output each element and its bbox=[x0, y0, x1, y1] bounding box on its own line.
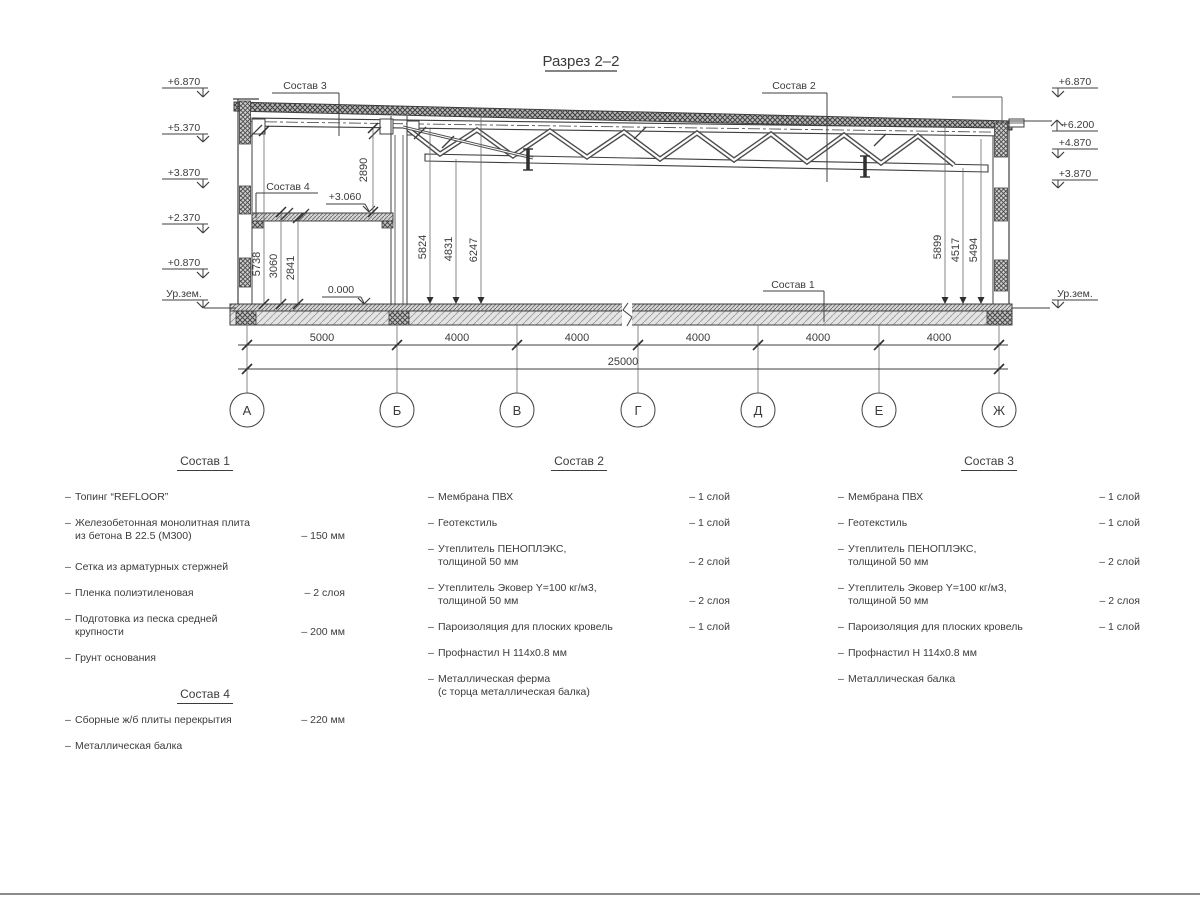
leader-sostav-2: Состав 2 bbox=[772, 80, 816, 92]
grid-dimensions bbox=[238, 325, 1008, 393]
level-marks bbox=[322, 191, 375, 304]
list-item: – Подготовка из песка средней крупности – 200 мм bbox=[65, 613, 345, 638]
elevation-label: +5.370 bbox=[167, 122, 201, 134]
drawing-title: Разрез 2–2 bbox=[542, 53, 620, 70]
wall-axis-g bbox=[993, 121, 1009, 304]
grid-axis-label: Б bbox=[392, 403, 402, 418]
vdim-label: 2841 bbox=[285, 255, 297, 281]
grid-axis-label: Д bbox=[753, 403, 763, 418]
elevation-label: +3.870 bbox=[167, 167, 201, 179]
grid-axis-label: Ж bbox=[992, 403, 1006, 418]
list-title: Состав 3 bbox=[838, 455, 1140, 471]
elevation-marks-left bbox=[162, 76, 209, 308]
list-item: – Мембрана ПВХ – 1 слой bbox=[428, 491, 730, 503]
span-dim: 4000 bbox=[564, 332, 590, 344]
list-title: Состав 2 bbox=[428, 455, 730, 471]
list-item: – Топинг “REFLOOR” bbox=[65, 491, 169, 503]
zero-level-label: 0.000 bbox=[327, 284, 355, 296]
list-item: – Геотекстиль – 1 слой bbox=[838, 517, 1140, 529]
list-item: – Профнастил Н 114х0.8 мм bbox=[838, 647, 977, 659]
leader-sostav-1: Состав 1 bbox=[771, 279, 815, 291]
list-item: – Геотекстиль – 1 слой bbox=[428, 517, 730, 529]
list-item: – Пароизоляция для плоских кровель – 1 слой bbox=[428, 621, 730, 633]
vdim-label: 2890 bbox=[358, 157, 370, 183]
list-item: – Утеплитель ПЕНОПЛЭКС, толщиной 50 мм – 2 слой bbox=[428, 543, 730, 568]
list-item: – Утеплитель Эковер Y=100 кг/м3, толщиной 50 мм – 2 слоя bbox=[428, 582, 730, 607]
mezzanine-level-label: +3.060 bbox=[328, 191, 362, 203]
column-axis-b bbox=[391, 116, 407, 304]
cut-marks bbox=[250, 125, 886, 221]
grid-axis-label: Е bbox=[874, 403, 884, 418]
elevation-label: +6.870 bbox=[167, 76, 201, 88]
list-title: Состав 1 bbox=[65, 455, 345, 471]
section-title bbox=[543, 53, 620, 71]
composition-list-2 bbox=[428, 455, 730, 712]
grid-axis-label: А bbox=[242, 403, 252, 418]
vdim-label: 5738 bbox=[251, 251, 263, 277]
elevation-label: +6.870 bbox=[1058, 76, 1092, 88]
span-dim: 5000 bbox=[309, 332, 335, 344]
ground-level-label: Ур.зем. bbox=[1057, 288, 1093, 300]
mezzanine-slab bbox=[252, 213, 393, 228]
elevation-label: +0.870 bbox=[167, 257, 201, 269]
elevation-label: +3.870 bbox=[1058, 168, 1092, 180]
list-item: – Металлическая ферма (с торца металлическая балка) bbox=[428, 673, 590, 698]
vdim-label: 5824 bbox=[417, 234, 429, 260]
wall-axis-a bbox=[238, 99, 252, 304]
span-dim: 4000 bbox=[444, 332, 470, 344]
list-item: – Железобетонная монолитная плита из бетона В 22.5 (М300) – 150 мм bbox=[65, 517, 345, 542]
ground-level-label: Ур.зем. bbox=[166, 288, 202, 300]
vdim-label: 3060 bbox=[268, 253, 280, 279]
list-item: – Сборные ж/б плиты перекрытия – 220 мм bbox=[65, 714, 345, 726]
vdim-label: 4831 bbox=[443, 236, 455, 262]
span-dim: 4000 bbox=[685, 332, 711, 344]
leader-sostav-3: Состав 3 bbox=[283, 80, 327, 92]
list-item: – Мембрана ПВХ – 1 слой bbox=[838, 491, 1140, 503]
grid-axis-label: Г bbox=[634, 403, 642, 418]
list-item: – Утеплитель Эковер Y=100 кг/м3, толщиной 50 мм – 2 слоя bbox=[838, 582, 1140, 607]
vdim-label: 5899 bbox=[932, 234, 944, 260]
list-item: – Сетка из арматурных стержней bbox=[65, 561, 229, 573]
grid-bubbles bbox=[230, 393, 1016, 427]
leader-sostav-4: Состав 4 bbox=[266, 181, 310, 193]
list-item: – Утеплитель ПЕНОПЛЭКС, толщиной 50 мм – 2 слой bbox=[838, 543, 1140, 568]
vdim-label: 6247 bbox=[468, 237, 480, 263]
elevation-label: +4.870 bbox=[1058, 137, 1092, 149]
list-item: – Пленка полиэтиленовая – 2 слоя bbox=[65, 587, 345, 599]
composition-list-4 bbox=[65, 688, 345, 766]
sheet-bottom-edge bbox=[0, 893, 1200, 895]
elevation-marks-right bbox=[1009, 76, 1098, 308]
elevation-label: +2.370 bbox=[167, 212, 201, 224]
list-item: – Металлическая балка bbox=[65, 740, 183, 752]
span-dim: 4000 bbox=[926, 332, 952, 344]
list-item: – Пароизоляция для плоских кровель – 1 слой bbox=[838, 621, 1140, 633]
ground-floor-slab bbox=[204, 303, 1050, 326]
total-dim: 25000 bbox=[607, 356, 639, 368]
composition-list-1 bbox=[65, 455, 345, 678]
vdim-label: 5494 bbox=[968, 237, 980, 263]
list-item: – Металлическая балка bbox=[838, 673, 956, 685]
elevation-label: +6.200 bbox=[1061, 119, 1095, 131]
list-item: – Профнастил Н 114х0.8 мм bbox=[428, 647, 567, 659]
composition-list-3 bbox=[838, 455, 1140, 699]
list-item: – Грунт основания bbox=[65, 652, 156, 664]
grid-axis-label: В bbox=[512, 403, 522, 418]
span-dim: 4000 bbox=[805, 332, 831, 344]
list-title: Состав 4 bbox=[65, 688, 345, 704]
vdim-label: 4517 bbox=[950, 237, 962, 263]
